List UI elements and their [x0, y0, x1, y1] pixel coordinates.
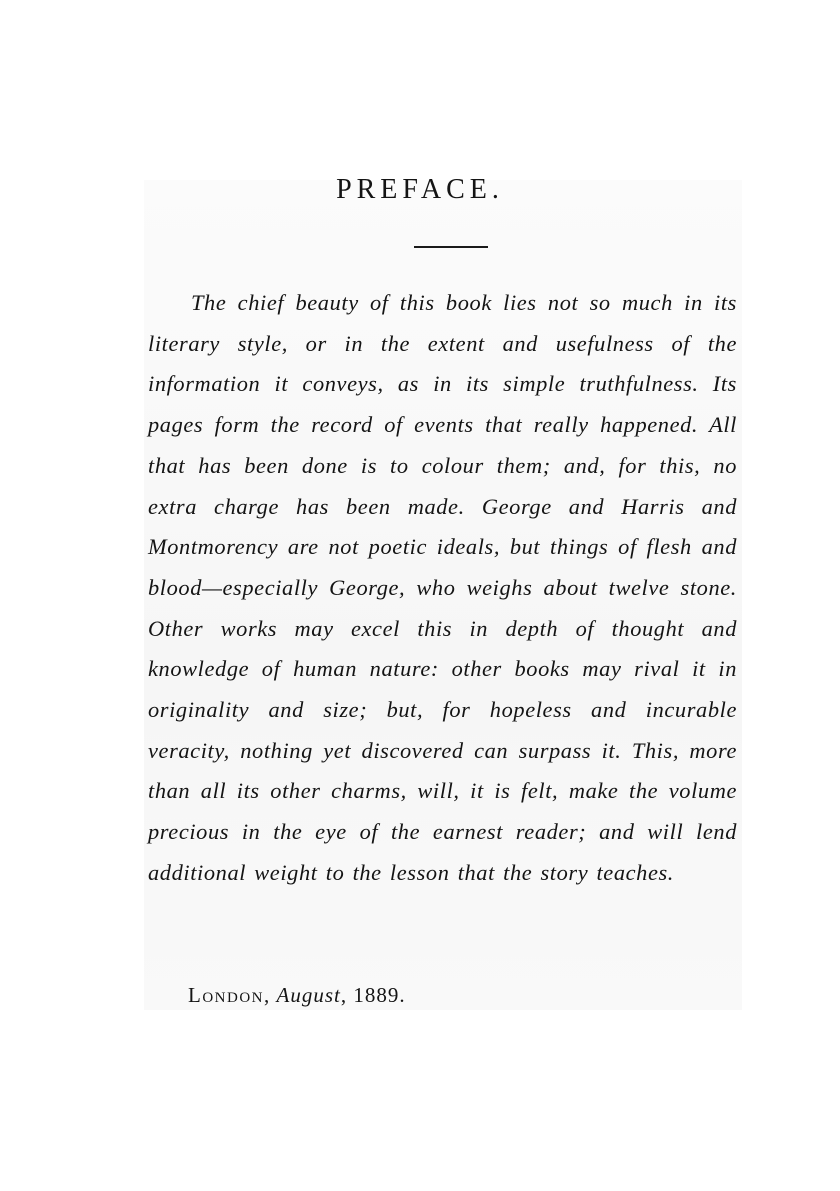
page-title: PREFACE. — [336, 174, 504, 205]
signature-place: London — [188, 983, 264, 1007]
title-rule — [414, 246, 488, 248]
signature-line: London, August, 1889. — [188, 983, 406, 1007]
signature-year: 1889. — [353, 983, 406, 1007]
preface-paragraph: The chief beauty of this book lies not so much in its literary style, or in the extent and usefulness of the information it conveys, as in its simple truthfulness. Its pages form the record of events that really happened. All that has been done is to colour them; and, for this, no extra charge has been made. George and Harris and Montmorency are not poetic ideals, but things of flesh and blood—especially George, who weighs about twelve stone. Other works may excel this in depth of thought and knowledge of human nature: other books may rival it in originality and size; but, for hopeless and incurable veracity, nothing yet discovered can surpass it. This, more than all its other charms, will, it is felt, make the volume precious in the eye of the earnest reader; and will lend additional weight to the lesson that the story teaches. — [148, 290, 737, 885]
signature-month: August — [276, 983, 341, 1007]
